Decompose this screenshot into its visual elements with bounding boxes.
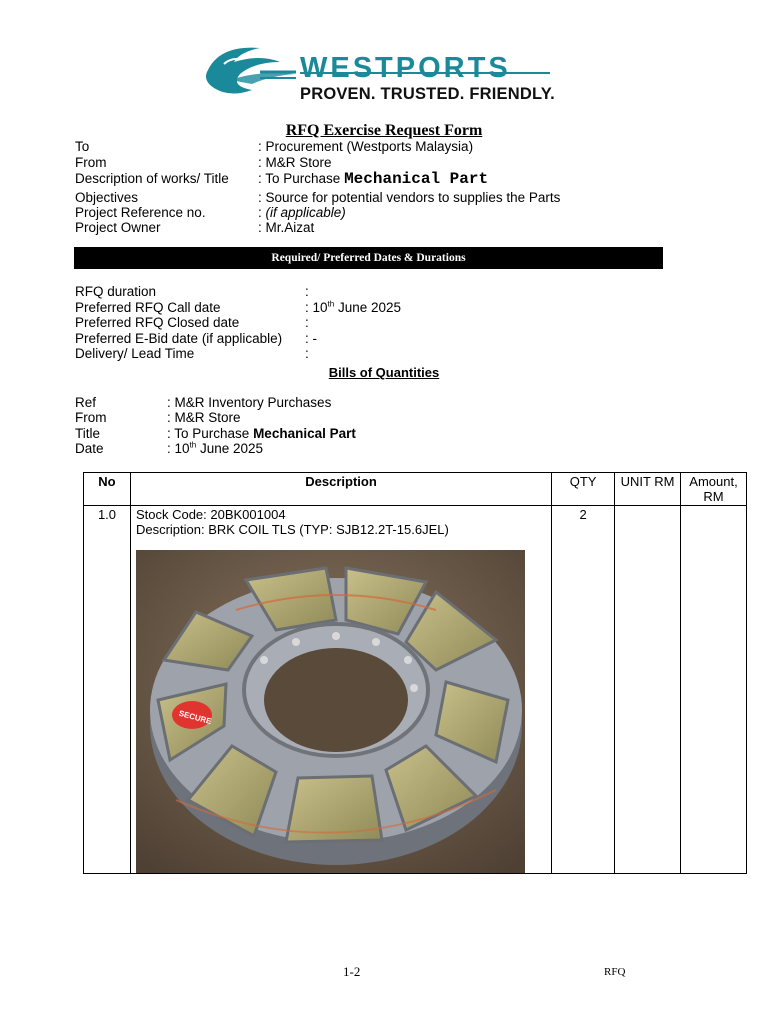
cell-no: 1.0 — [84, 506, 131, 874]
info-label: To — [75, 139, 90, 154]
cell-unit — [615, 506, 681, 874]
stock-code: Stock Code: 20BK001004 — [135, 507, 286, 522]
page-number: 1-2 — [343, 964, 361, 979]
header-amount: Amount, RM — [681, 473, 747, 506]
boq-value — [167, 426, 356, 441]
boq-title — [0, 365, 768, 380]
info-value — [258, 205, 346, 220]
boq-label: Title — [75, 426, 101, 441]
footer-doc-label: RFQ — [604, 966, 626, 978]
brand-tagline: PROVEN. TRUSTED. FRIENDLY. — [300, 85, 555, 103]
info-label: Objectives — [75, 190, 139, 205]
date-value: : — [305, 346, 309, 361]
date-value-prefix: : 10 — [305, 300, 328, 315]
info-value: : Mr.Aizat — [258, 220, 315, 235]
boq-label: Date — [75, 441, 104, 456]
boq-value: : M&R Inventory Purchases — [167, 395, 332, 410]
info-value: : Procurement (Westports Malaysia) — [258, 139, 474, 154]
date-label: Delivery/ Lead Time — [75, 346, 195, 361]
product-photo — [136, 550, 525, 873]
brand-name: WESTPORTS — [300, 52, 511, 84]
date-label: Preferred RFQ Closed date — [75, 315, 240, 330]
boq-value-prefix: : To Purchase — [167, 426, 254, 441]
boq-value-bold: Mechanical Part — [253, 426, 356, 441]
date-value: : - — [305, 331, 317, 346]
sticker-label: SECURE — [177, 708, 213, 727]
date-label: RFQ duration — [75, 284, 157, 299]
date-label: Preferred E-Bid date (if applicable) — [75, 331, 283, 346]
form-title: RFQ Exercise Request Form — [285, 122, 483, 139]
dates-section-heading: Required/ Preferred Dates & Durations — [74, 247, 663, 269]
boq-value-sup: th — [189, 440, 197, 450]
info-value: : M&R Store — [258, 155, 332, 170]
boq-value-suffix: June 2025 — [196, 441, 264, 456]
cell-qty: 2 — [552, 506, 615, 874]
header-qty: QTY — [552, 473, 615, 506]
boq-label: Ref — [75, 395, 97, 410]
info-value — [258, 170, 488, 188]
boq-value-prefix: : 10 — [167, 441, 190, 456]
boq-value: : M&R Store — [167, 410, 241, 425]
brake-coil-image-icon — [136, 550, 525, 873]
item-description: Description: BRK COIL TLS (TYP: SJB12.2T-15.6JEL) — [135, 522, 449, 537]
date-value: : — [305, 284, 309, 299]
boq-title-text: Bills of Quantities — [328, 365, 440, 380]
header-unit: UNIT RM — [615, 473, 681, 506]
date-value-sup: th — [327, 299, 335, 309]
info-value-italic: (if applicable) — [265, 205, 346, 220]
header-no: No — [84, 473, 131, 506]
date-label: Preferred RFQ Call date — [75, 300, 221, 315]
date-value: : — [305, 315, 309, 330]
info-value-prefix: : To Purchase — [258, 171, 345, 186]
info-value-prefix: : — [258, 205, 266, 220]
header-description: Description — [130, 473, 551, 506]
table-header-row — [84, 473, 747, 506]
boq-label: From — [75, 410, 107, 425]
date-value — [305, 300, 401, 315]
cell-amount — [681, 506, 747, 874]
info-label: Description of works/ Title — [75, 171, 229, 186]
boq-value — [167, 441, 263, 456]
info-label: From — [75, 155, 107, 170]
info-label: Project Reference no. — [75, 205, 206, 220]
info-value: : Source for potential vendors to supplies the Parts — [258, 190, 561, 205]
date-value-suffix: June 2025 — [334, 300, 402, 315]
info-label: Project Owner — [75, 220, 161, 235]
info-value-emph: Mechanical Part — [344, 170, 489, 188]
